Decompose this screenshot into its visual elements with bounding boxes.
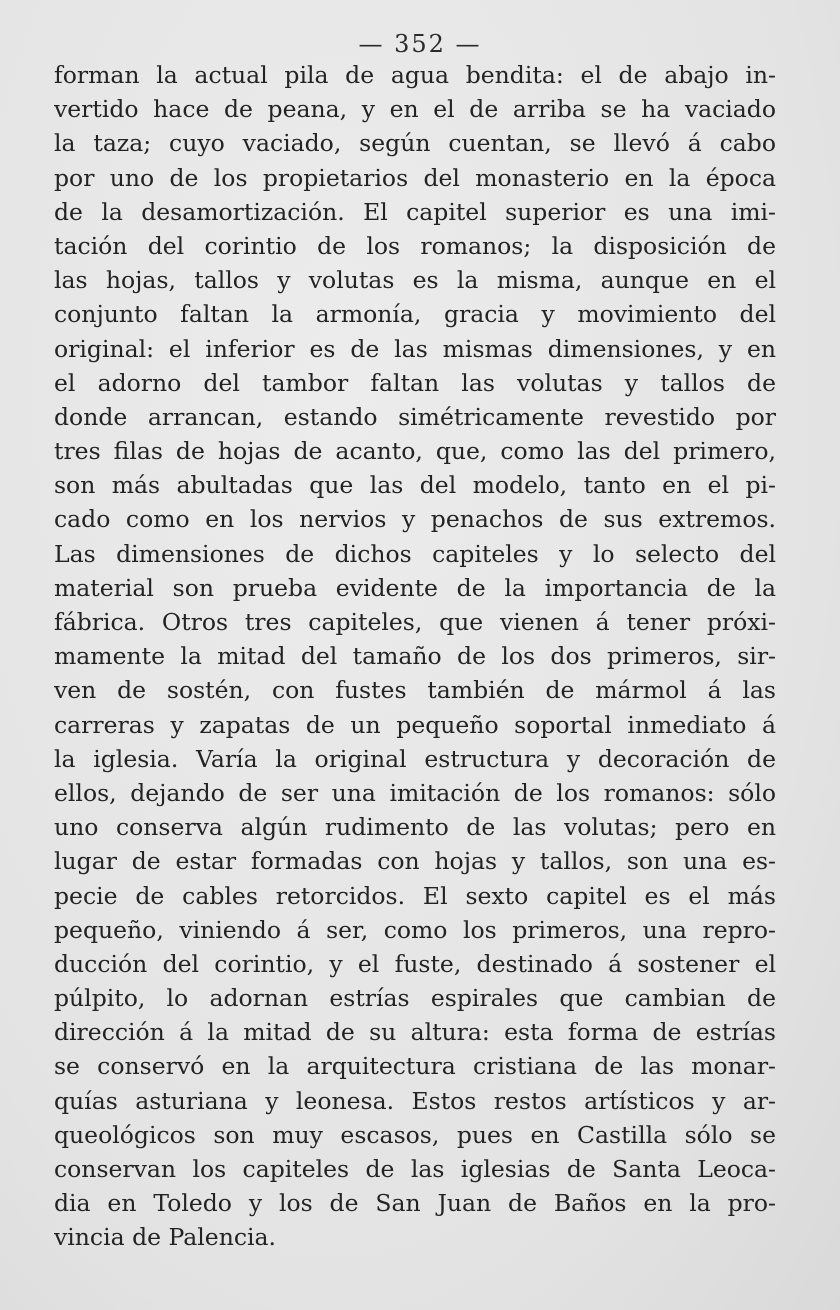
text-line: dia en Toledo y los de San Juan de Baños en la pro- <box>54 1189 776 1218</box>
text-line: la taza; cuyo vaciado, según cuentan, se llevó á cabo <box>54 129 776 158</box>
text-line: carreras y zapatas de un pequeño soportal inmediato á <box>54 710 776 739</box>
text-line: por uno de los propietarios del monasterio en la época <box>54 163 776 192</box>
text-line: mamente la mitad del tamaño de los dos primeros, sir- <box>54 642 776 671</box>
text-line: forman la actual pila de agua bendita: el de abajo in- <box>54 61 776 89</box>
text-line: son más abultadas que las del modelo, tanto en el pi- <box>54 471 776 500</box>
text-line: tres filas de hojas de acanto, que, como las del primero, <box>54 437 776 466</box>
text-line: tación del corintio de los romanos; la disposición de <box>54 231 776 260</box>
text-line: conjunto faltan la armonía, gracia y movimiento del <box>54 300 776 329</box>
page-number: — 352 — <box>358 30 482 58</box>
body-text <box>54 58 776 1255</box>
text-line: dirección á la mitad de su altura: esta forma de estrías <box>54 1018 776 1047</box>
text-line: donde arrancan, estando simétricamente revestido por <box>54 402 776 431</box>
text-line: quías asturiana y leonesa. Estos restos artísticos y ar- <box>54 1086 776 1115</box>
text-line: se conservó en la arquitectura cristiana de las monar- <box>54 1052 776 1081</box>
text-line: ven de sostén, con fustes también de mármol á las <box>54 676 776 705</box>
text-line: Las dimensiones de dichos capiteles y lo selecto del <box>54 539 776 568</box>
text-line: original: el inferior es de las mismas dimensiones, y en <box>54 334 776 363</box>
text-line: cado como en los nervios y penachos de sus extremos. <box>54 505 776 534</box>
text-line: vertido hace de peana, y en el de arriba se ha vaciado <box>54 95 776 124</box>
text-line: lugar de estar formadas con hojas y tallos, son una es- <box>54 847 776 876</box>
text-line: de la desamortización. El capitel superior es una imi- <box>54 197 776 226</box>
text-line: pecie de cables retorcidos. El sexto capitel es el más <box>54 881 776 910</box>
text-line: material son prueba evidente de la importancia de la <box>54 573 776 602</box>
text-line: uno conserva algún rudimento de las volutas; pero en <box>54 813 776 842</box>
text-line: queológicos son muy escasos, pues en Castilla sólo se <box>54 1120 776 1149</box>
text-line: vincia de Palencia. <box>54 1223 276 1252</box>
text-line: pequeño, viniendo á ser, como los primeros, una repro- <box>54 915 776 944</box>
text-line: ducción del corintio, y el fuste, destinado á sostener el <box>54 949 776 978</box>
text-line: la iglesia. Varía la original estructura y decoración de <box>54 744 776 773</box>
text-line: fábrica. Otros tres capiteles, que vienen á tener próxi- <box>54 608 776 636</box>
text-line: púlpito, lo adornan estrías espirales que cambian de <box>54 984 776 1013</box>
text-line: las hojas, tallos y volutas es la misma, aunque en el <box>54 266 776 295</box>
text-line: el adorno del tambor faltan las volutas y tallos de <box>54 368 776 397</box>
text-line: ellos, dejando de ser una imitación de los romanos: sólo <box>54 778 776 807</box>
text-line: conservan los capiteles de las iglesias de Santa Leoca- <box>54 1155 776 1183</box>
